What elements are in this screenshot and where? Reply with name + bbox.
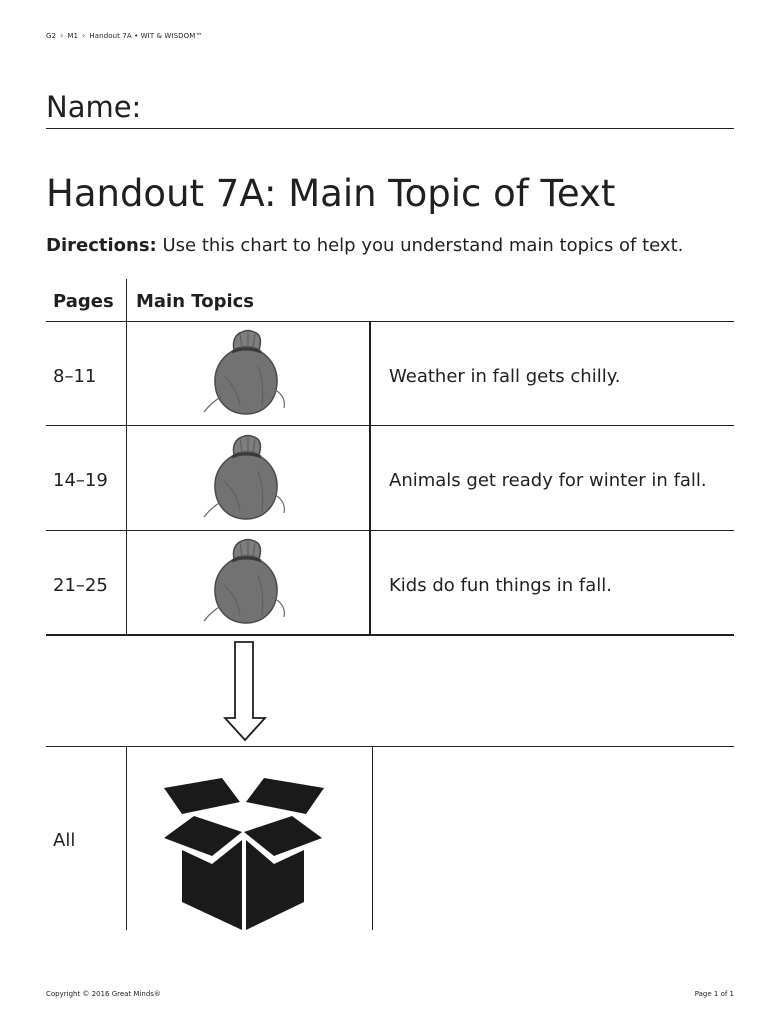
breadcrumb xyxy=(46,31,203,40)
copyright: Copyright © 2016 Great Minds® xyxy=(46,990,161,998)
drawstring-bag-icon xyxy=(198,326,294,420)
row-pages: 8–11 xyxy=(53,366,97,387)
chevron-right-icon: › xyxy=(82,31,86,40)
row-divider xyxy=(46,634,734,636)
open-box-icon xyxy=(160,776,326,932)
page-title: Handout 7A: Main Topic of Text xyxy=(46,172,616,215)
row-topic: Weather in fall gets chilly. xyxy=(389,366,621,387)
column-divider xyxy=(372,746,373,930)
column-divider xyxy=(369,321,371,635)
name-label: Name: xyxy=(46,90,142,124)
page-number: Page 1 of 1 xyxy=(694,990,734,998)
column-divider xyxy=(126,746,127,930)
column-header-pages: Pages xyxy=(53,291,114,312)
chevron-right-icon: › xyxy=(60,31,64,40)
breadcrumb-module: M1 xyxy=(67,31,79,40)
name-field[interactable] xyxy=(46,88,734,129)
row-divider xyxy=(46,321,734,322)
row-topic: Kids do fun things in fall. xyxy=(389,575,612,596)
directions-label: Directions: xyxy=(46,235,157,256)
drawstring-bag-icon xyxy=(198,431,294,525)
row-topic: Animals get ready for winter in fall. xyxy=(389,470,707,491)
row-pages: 21–25 xyxy=(53,575,108,596)
column-header-main-topics: Main Topics xyxy=(136,291,255,312)
directions xyxy=(46,234,683,258)
drawstring-bag-icon xyxy=(198,535,294,629)
row-divider xyxy=(46,425,734,426)
row-pages: 14–19 xyxy=(53,470,108,491)
breadcrumb-handout: Handout 7A • WIT & WISDOM™ xyxy=(89,31,203,40)
column-divider xyxy=(126,279,127,635)
row-divider xyxy=(46,746,734,747)
breadcrumb-grade: G2 xyxy=(46,31,57,40)
row-divider xyxy=(46,530,734,531)
down-arrow-icon xyxy=(222,640,268,742)
directions-text: Use this chart to help you understand main topics of text. xyxy=(162,235,684,256)
summary-pages: All xyxy=(53,830,76,851)
